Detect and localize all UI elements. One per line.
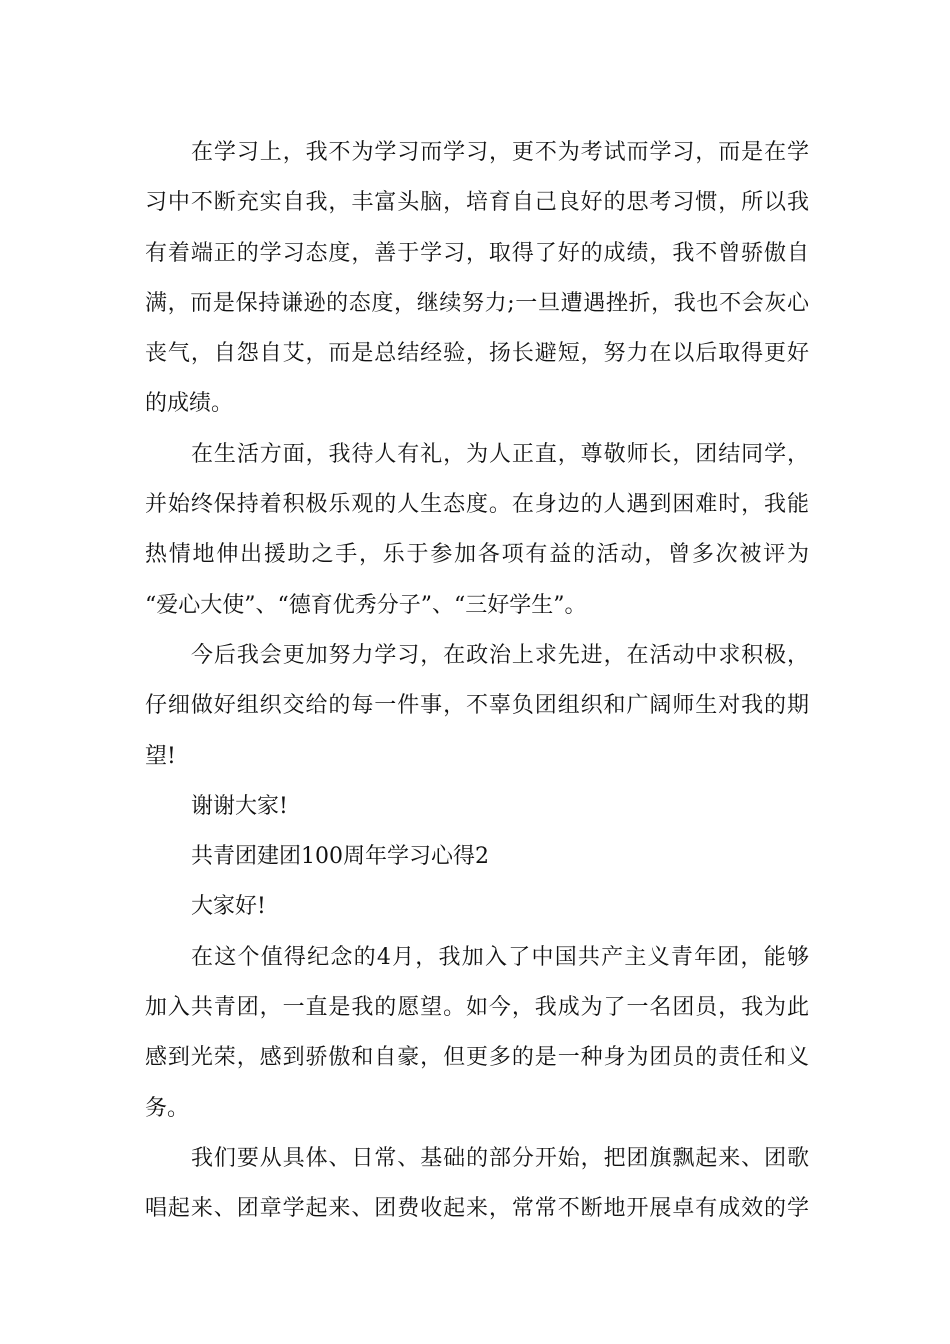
text-line: 习中不断充实自我，丰富头脑，培育自己良好的思考习惯，所以我 — [145, 190, 809, 216]
paragraph-actions — [145, 1134, 809, 1235]
paragraph-joining — [145, 933, 809, 1134]
text-line: 加入共青团，一直是我的愿望。如今，我成为了一名团员，我为此 — [145, 995, 809, 1021]
text-line: 在生活方面，我待人有礼，为人正直，尊敬师长，团结同学， — [191, 441, 809, 467]
text-line: 在这个值得纪念的4月，我加入了中国共产主义青年团，能够 — [191, 944, 809, 970]
text-line: 感到光荣，感到骄傲和自豪，但更多的是一种身为团员的责任和义 — [145, 1045, 809, 1071]
paragraph-greeting — [145, 882, 809, 932]
paragraph-future — [145, 631, 809, 782]
text-line: 有着端正的学习态度，善于学习，取得了好的成绩，我不曾骄傲自 — [145, 240, 809, 266]
text-line: 我们要从具体、日常、基础的部分开始，把团旗飘起来、团歌 — [191, 1145, 809, 1171]
text-line: “爱心大使”、“德育优秀分子”、“三好学生”。 — [145, 592, 587, 618]
text-line: 的成绩。 — [145, 391, 234, 417]
text-line: 热情地伸出援助之手，乐于参加各项有益的活动，曾多次被评为 — [145, 542, 809, 568]
paragraph-life — [145, 430, 809, 631]
text-line: 丧气，自怨自艾，而是总结经验，扬长避短，努力在以后取得更好 — [145, 341, 809, 367]
text-line: 望! — [145, 743, 176, 769]
text-line: 并始终保持着积极乐观的人生态度。在身边的人遇到困难时，我能 — [145, 492, 809, 518]
text-line: 在学习上，我不为学习而学习，更不为考试而学习，而是在学 — [191, 140, 809, 165]
text-line: 大家好! — [191, 894, 266, 920]
text-line: 务。 — [145, 1095, 190, 1121]
paragraph-thanks — [145, 782, 809, 832]
document-body — [145, 128, 809, 1235]
text-line: 共青团建团100周年学习心得2 — [191, 844, 489, 870]
text-line: 谢谢大家! — [191, 793, 288, 819]
paragraph-study — [145, 128, 809, 430]
section-heading — [145, 832, 809, 882]
text-line: 今后我会更加努力学习，在政治上求先进，在活动中求积极， — [191, 642, 809, 668]
text-line: 满，而是保持谦逊的态度，继续努力;一旦遭遇挫折，我也不会灰心 — [145, 290, 809, 316]
text-line: 唱起来、团章学起来、团费收起来，常常不断地开展卓有成效的学 — [145, 1196, 809, 1222]
text-line: 仔细做好组织交给的每一件事，不辜负团组织和广阔师生对我的期 — [145, 693, 809, 719]
